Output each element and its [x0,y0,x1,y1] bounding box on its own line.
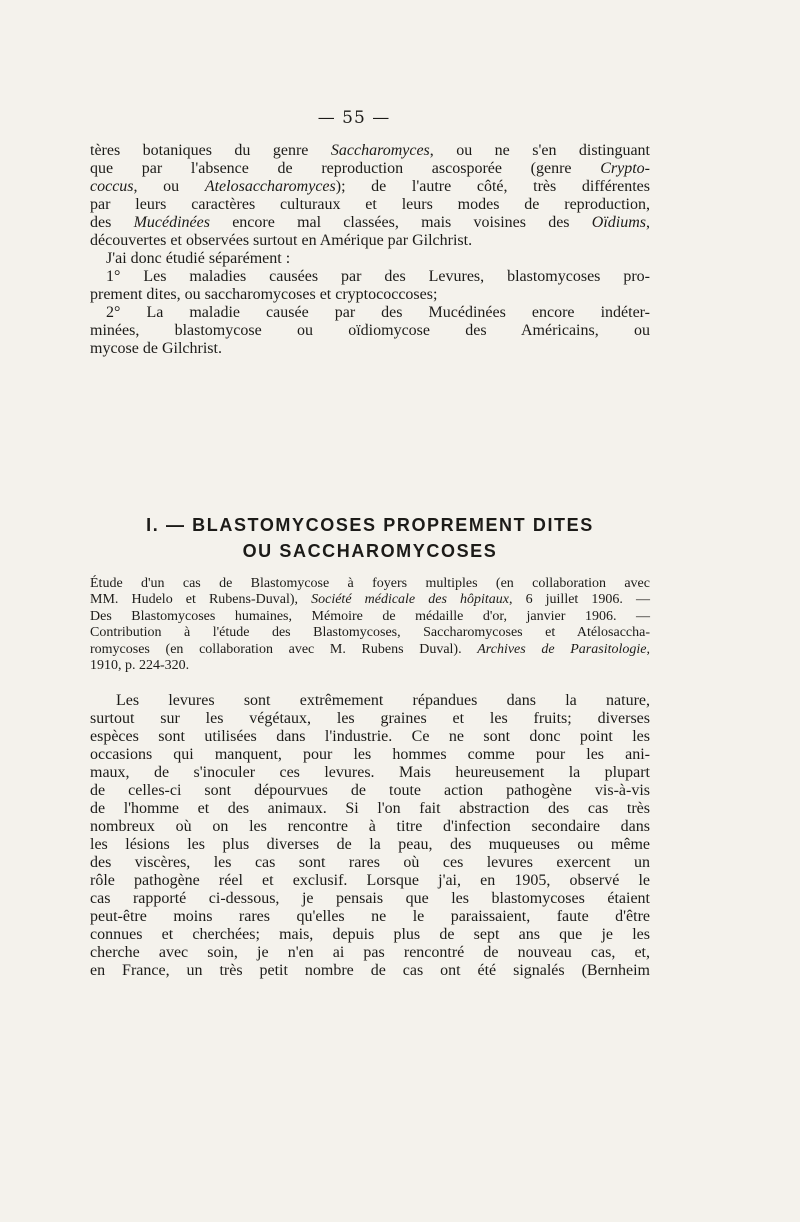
bibliography-references [90,576,650,674]
text-line: les lésions les plus diverses de la peau, des muqueuses ou même [90,836,650,853]
section-heading-line2: OU SACCHAROMYCOSES [242,541,498,561]
text-line: maux, de s'inoculer ces levures. Mais heureusement la plupart [90,764,650,781]
text-line: peut-être moins rares qu'elles ne le paraissaient, faute d'être [90,908,650,925]
text-line: que par l'absence de reproduction ascosporée (genre Crypto- [90,160,650,177]
ref-line: MM. Hudelo et Rubens-Duval), Société médicale des hôpitaux, 6 juillet 1906. — [90,592,650,608]
text-line: tères botaniques du genre Saccharomyces, ou ne s'en distinguant [90,142,650,159]
text-line: des Mucédinées encore mal classées, mais voisines des Oïdiums, [90,214,650,231]
text-line: cherche avec soin, je n'en ai pas rencontré de nouveau cas, et, [90,944,650,961]
text-line: Les levures sont extrêmement répandues dans la nature, [116,692,650,709]
text-line: 2° La maladie causée par des Mucédinées encore indéter- [106,304,650,321]
body-paragraph [90,692,650,980]
text-line: nombreux où on les rencontre à titre d'infection secondaire dans [90,818,650,835]
text-line: des viscères, les cas sont rares où ces levures exercent un [90,854,650,871]
text-line: minées, blastomycose ou oïdiomycose des Américains, ou [90,322,650,339]
text-line: par leurs caractères culturaux et leurs modes de reproduction, [90,196,650,213]
section-heading-line1: I. — BLASTOMYCOSES PROPREMENT DITES [146,515,594,535]
text-line: 1° Les maladies causées par des Levures, blastomycoses pro- [106,268,650,285]
text-line: surtout sur les végétaux, les graines et les fruits; diverses [90,710,650,727]
text-line: rôle pathogène réel et exclusif. Lorsque j'ai, en 1905, observé le [90,872,650,889]
intro-paragraphs [90,142,650,358]
text-line: découvertes et observées surtout en Amérique par Gilchrist. [90,232,473,249]
ref-line: Étude d'un cas de Blastomycose à foyers multiples (en collaboration avec [90,576,650,591]
text-line: connues et cherchées; mais, depuis plus de sept ans que je les [90,926,650,943]
text-line: mycose de Gilchrist. [90,340,222,357]
text-line: coccus, ou Atelosaccharomyces); de l'autre côté, très différentes [90,178,651,195]
section-heading [90,512,650,564]
ref-line: Contribution à l'étude des Blastomycoses, Saccharomycoses et Atélosaccha- [90,625,650,641]
ref-line: 1910, p. 224-320. [90,658,190,674]
text-line: cas rapporté ci-dessous, je pensais que les blastomycoses étaient [90,890,650,907]
ref-line: Des Blastomycoses humaines, Mémoire de médaille d'or, janvier 1906. — [90,608,650,624]
text-line: prement dites, ou saccharomycoses et cryptococcoses; [90,286,438,303]
text-line: espèces sont utilisées dans l'industrie. Ce ne sont donc point les [90,728,650,745]
text-line: de celles-ci sont dépourvues de toute action pathogène vis-à-vis [90,782,650,799]
text-line: en France, un très petit nombre de cas ont été signalés (Bernheim [90,962,650,979]
text-line: occasions qui manquent, pour les hommes comme pour les ani- [90,746,650,763]
ref-line: romycoses (en collaboration avec M. Rubens Duval). Archives de Parasitologie, [90,641,650,657]
text-line: de l'homme et des animaux. Si l'on fait abstraction des cas très [90,800,650,817]
page-number: — 55 — [317,108,391,128]
text-line: J'ai donc étudié séparément : [106,250,291,267]
